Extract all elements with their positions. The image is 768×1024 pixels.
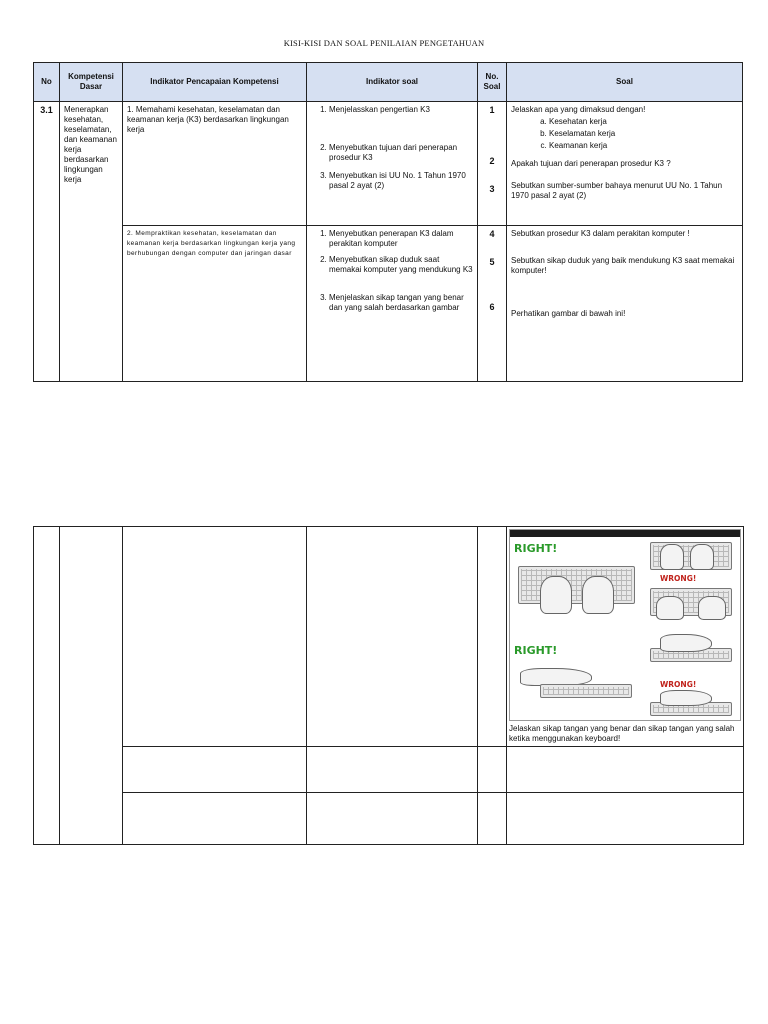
empty-cell: [34, 527, 60, 845]
empty-cell: [307, 747, 478, 793]
no-soal-group-1: [478, 102, 507, 226]
ipk-1: 1. Memahami kesehatan, keselamatan dan keamanan kerja (K3) berdasarkan lingkungan kerja: [123, 102, 307, 226]
indikator-soal-group-2: [307, 226, 478, 382]
hand-illustration: [540, 576, 572, 614]
indikator-soal-group-1: [307, 102, 478, 226]
hand-illustration: [698, 596, 726, 620]
table-row: [34, 226, 743, 382]
continuation-table: [33, 526, 744, 845]
image-question-caption: Jelaskan sikap tangan yang benar dan sikap tangan yang salah ketika menggunakan keyboard!: [509, 724, 735, 743]
list-item: 2. Menyebutkan sikap duduk saat memakai komputer yang mendukung K3: [329, 255, 473, 275]
empty-cell: [478, 747, 507, 793]
right-label-1: RIGHT!: [514, 542, 558, 555]
empty-cell: [478, 527, 507, 747]
empty-cell: [307, 793, 478, 845]
header-soal: Soal: [507, 63, 743, 102]
keyboard-illustration: [518, 566, 635, 604]
empty-cell: [307, 527, 478, 747]
kompetensi-dasar-cell: Menerapkan kesehatan, keselamatan, dan keamanan kerja berdasarkan lingkungan kerja: [60, 102, 123, 382]
empty-cell: [123, 793, 307, 845]
hand-illustration: [660, 634, 712, 652]
soal-number: 3: [489, 183, 495, 194]
hand-illustration: [690, 544, 714, 570]
empty-cell: [507, 747, 744, 793]
hand-illustration: [660, 690, 712, 706]
list-item: 1. Menyebutkan penerapan K3 dalam perakitan komputer: [329, 229, 473, 249]
wrong-label-1: WRONG!: [660, 574, 697, 583]
soal-group-2: [507, 226, 743, 382]
no-soal-group-2: [478, 226, 507, 382]
list-item: 2. Menyebutkan tujuan dari penerapan prosedur K3: [329, 143, 473, 163]
wrong-label-2: WRONG!: [660, 680, 697, 689]
table-row: [34, 102, 743, 226]
list-item: 1. Menjelasskan pengertian K3: [329, 105, 473, 115]
header-indikator-pencapaian: Indikator Pencapaian Kompetensi: [123, 63, 307, 102]
table-row: [34, 747, 744, 793]
soal-5-text: Sebutkan sikap duduk yang baik mendukung K3 saat memakai komputer!: [511, 256, 735, 275]
header-no: No: [34, 63, 60, 102]
image-top-bar: [510, 530, 740, 537]
row-number: 3.1: [34, 102, 60, 382]
hand-illustration: [582, 576, 614, 614]
soal-number: 5: [489, 257, 495, 268]
empty-cell: [478, 793, 507, 845]
header-indikator-soal: Indikator soal: [307, 63, 478, 102]
list-item: b. Keselamatan kerja: [549, 129, 738, 139]
hand-illustration: [660, 544, 684, 570]
soal-number: 2: [489, 156, 495, 167]
empty-cell: [60, 527, 123, 845]
soal-4-text: Sebutkan prosedur K3 dalam perakitan komputer !: [511, 229, 690, 238]
soal-1-text: Jelaskan apa yang dimaksud dengan!: [511, 105, 646, 114]
list-item: c. Keamanan kerja: [549, 141, 738, 151]
list-item: a. Kesehatan kerja: [549, 117, 738, 127]
empty-cell: [123, 527, 307, 747]
table-header-row: [34, 63, 743, 102]
soal-group-1: [507, 102, 743, 226]
header-kompetensi-dasar: Kompetensi Dasar: [60, 63, 123, 102]
header-no-soal: No. Soal: [478, 63, 507, 102]
soal-3-text: Sebutkan sumber-sumber bahaya menurut UU No. 1 Tahun 1970 pasal 2 ayat (2): [511, 181, 723, 200]
soal-number: 1: [489, 105, 495, 115]
table-row: [34, 527, 744, 747]
ipk-2: 2. Mempraktikan kesehatan, keselamatan dan keamanan kerja berdasarkan lingkungan kerja yang berhubungan dengan computer dan jaringan dasar: [123, 226, 307, 382]
list-item: 3. Menjelaskan sikap tangan yang benar dan yang salah berdasarkan gambar: [329, 293, 473, 313]
soal-6-text: Perhatikan gambar di bawah ini!: [511, 309, 626, 318]
hand-illustration: [656, 596, 684, 620]
kisi-kisi-table: [33, 62, 743, 382]
keyboard-illustration: [540, 684, 632, 698]
empty-cell: [507, 793, 744, 845]
document-title: KISI-KISI DAN SOAL PENILAIAN PENGETAHUAN: [283, 38, 485, 48]
soal-number: 6: [489, 301, 495, 312]
list-item: 3. Menyebutkan isi UU No. 1 Tahun 1970 pasal 2 ayat (2): [329, 171, 473, 191]
soal-number: 4: [489, 229, 495, 239]
table-row: [34, 793, 744, 845]
hand-position-illustration: [509, 529, 741, 721]
soal-2-text: Apakah tujuan dari penerapan prosedur K3 ?: [511, 159, 671, 168]
empty-cell: [123, 747, 307, 793]
right-label-2: RIGHT!: [514, 644, 558, 657]
image-question-cell: [507, 527, 744, 747]
